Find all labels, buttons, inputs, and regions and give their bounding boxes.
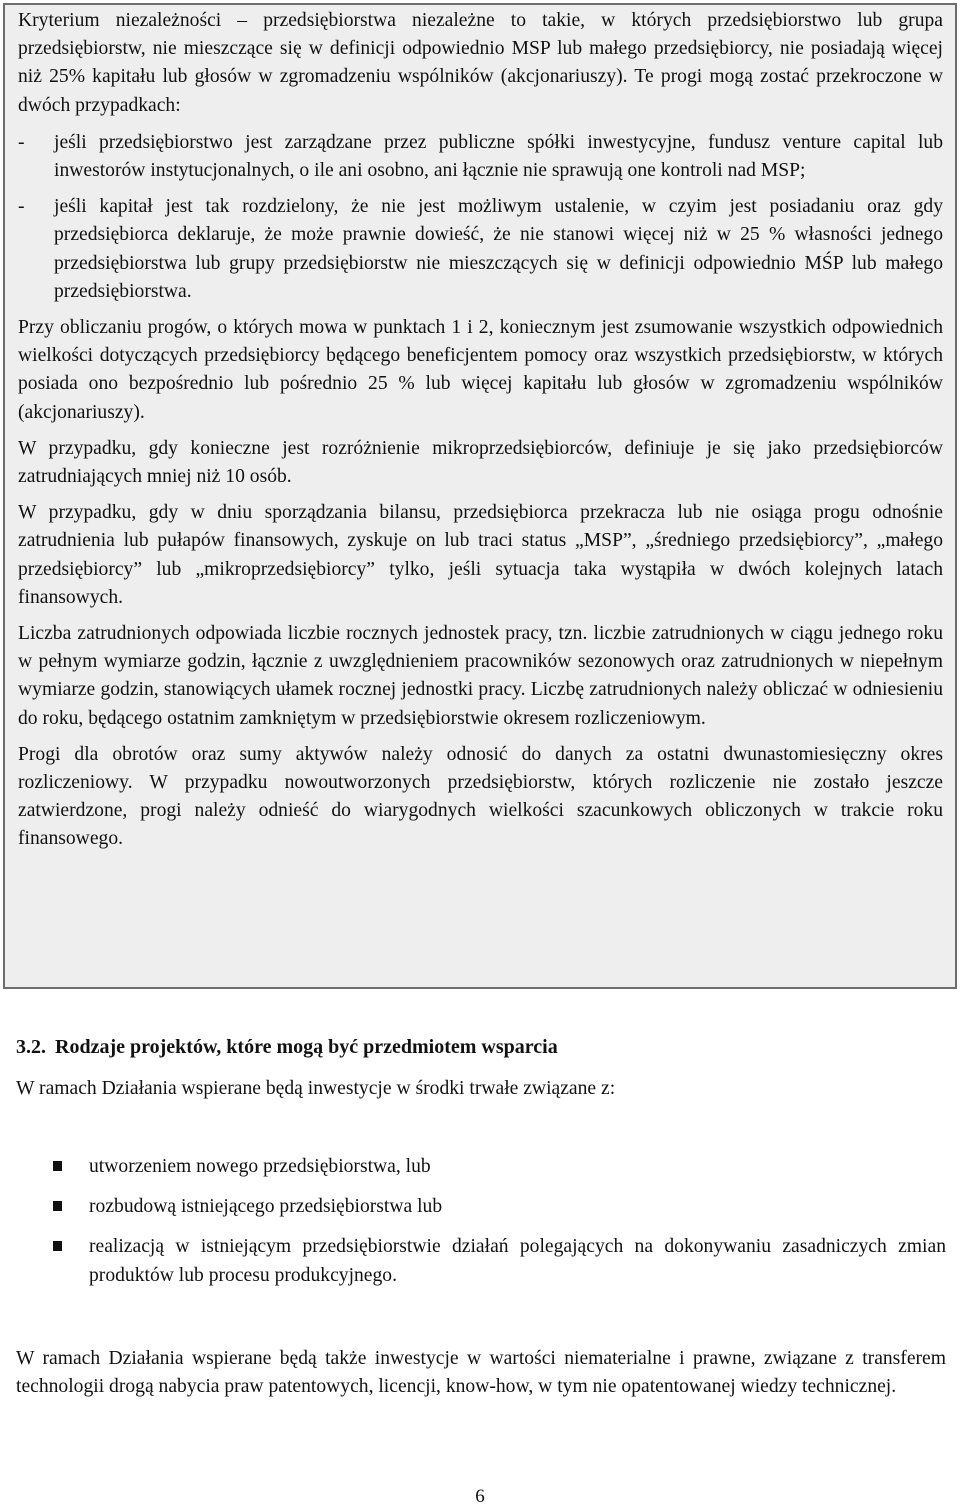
page-number: 6 bbox=[475, 1486, 485, 1507]
section-title: Rodzaje projektów, które mogą być przedmiotem wsparcia bbox=[55, 1036, 558, 1058]
section-number: 3.2. bbox=[16, 1036, 46, 1058]
intangible-assets-paragraph: W ramach Działania wspierane będą także inwestycje w wartości niematerialne i prawne, związane z transferem technologii drogą nabycia praw patentowych, licencji, know-how, w tym nie opatentowanej wiedzy technicznej. bbox=[16, 1348, 946, 1398]
section-heading bbox=[16, 1033, 558, 1061]
square-bullet-icon bbox=[53, 1241, 62, 1251]
turnover-thresholds-paragraph: Progi dla obrotów oraz sumy aktywów należy odnosić do danych za ostatni dwunastomiesięczny okres rozliczeniowy. W przypadku nowoutworzonych przedsiębiorstw, których rozliczenie nie zostało jeszcze zatwierdzone, progi należy odnieść do wiarygodnych wielkości szacunkowych obliczonych w trakcie roku finansowego. bbox=[18, 743, 943, 850]
independence-criterion-paragraph bbox=[18, 7, 943, 120]
definition-box bbox=[3, 3, 957, 989]
dash-item-text: jeśli przedsiębiorstwo jest zarządzane przez publiczne spółki inwestycyjne, fundusz venture capital lub inwestorów instytucjonalnych, o ile ani osobno, ani łącznie nie sprawują one kontroli nad MSP; bbox=[54, 131, 943, 182]
dash-marker: - bbox=[18, 196, 25, 218]
list-item-text: utworzeniem nowego przedsiębiorstwa, lub bbox=[89, 1156, 431, 1177]
micro-enterprise-paragraph: W przypadku, gdy konieczne jest rozróżnienie mikroprzedsiębiorców, definiuje je się jako przedsiębiorców zatrudniających mniej niż 10 osób. bbox=[18, 437, 943, 488]
dash-item-2 bbox=[18, 193, 943, 306]
section-intro: W ramach Działania wspierane będą inwestycje w środki trwałe związane z: bbox=[16, 1078, 616, 1099]
employees-count-paragraph: Liczba zatrudnionych odpowiada liczbie rocznych jednostek pracy, tzn. liczbie zatrudnionych w ciągu jednego roku w pełnym wymiarze godzin, łącznie z uwzględnieniem pracowników sezonowych oraz zatrudnionych w niepełnym wymiarze godzin, stanowiących ułamek rocznej jednostki pracy. Liczbę zatrudnionych należy obliczać w odniesieniu do roku, będącego ostatnim zamkniętym w przedsiębiorstwie okresem rozliczeniowym. bbox=[18, 623, 943, 729]
list-item bbox=[16, 1233, 946, 1289]
status-change-paragraph: W przypadku, gdy w dniu sporządzania bilansu, przedsiębiorca przekracza lub nie osiąga progu odnośnie zatrudnienia lub pułapów finansowych, zyskuje on lub traci status „MSP”, „średniego przedsiębiorcy”, „małego przedsiębiorcy” lub „mikroprzedsiębiorcy” tylko, jeśli sytuacja taka wystąpiła w dwóch kolejnych latach finansowych. bbox=[18, 502, 943, 608]
square-bullet-icon bbox=[53, 1201, 62, 1211]
dash-item-text: jeśli kapitał jest tak rozdzielony, że nie jest możliwym ustalenie, w czyim jest posiadaniu oraz gdy przedsiębiorca deklaruje, że może prawnie dowieść, że nie stanowi więcej niż w 25 % własności jednego przedsiębiorstwa lub grupy przedsiębiorstw nie mieszczących się w definicji odpowiednio MŚP lub małego przedsiębiorstwa. bbox=[54, 196, 943, 302]
bullet-list bbox=[16, 1153, 946, 1302]
square-bullet-icon bbox=[53, 1161, 62, 1171]
list-item-text: realizacją w istniejącym przedsiębiorstwie działań polegających na dokonywaniu zasadniczych zmian produktów lub procesu produkcyjnego. bbox=[89, 1236, 946, 1286]
thresholds-intro-text: Te progi mogą zostać przekroczone w dwóch przypadkach: bbox=[18, 66, 943, 116]
threshold-calculation-paragraph: Przy obliczaniu progów, o których mowa w punktach 1 i 2, koniecznym jest zsumowanie wszystkich odpowiednich wielkości dotyczących przedsiębiorcy będącego beneficjentem pomocy oraz wszystkich przedsiębiorstw, w których posiada ono bezpośrednio lub pośrednio 25 % lub więcej kapitału lub głosów w zgromadzeniu wspólników (akcjonariuszy). bbox=[18, 317, 943, 423]
dash-item-1 bbox=[18, 129, 943, 185]
list-item bbox=[16, 1193, 946, 1221]
list-item-text: rozbudową istniejącego przedsiębiorstwa lub bbox=[89, 1196, 443, 1218]
independence-criterion-text: Kryterium niezależności – przedsiębiorstwa niezależne to takie, w których przedsiębiorstwo lub grupa przedsiębiorstw, nie mieszczące się w definicji odpowiednio MSP lub małego przedsiębiorcy, nie posiadają więcej niż 25% kapitału lub głosów w zgromadzeniu wspólników (akcjonariuszy). bbox=[18, 10, 943, 88]
list-item bbox=[16, 1153, 946, 1181]
dash-marker: - bbox=[18, 131, 25, 153]
